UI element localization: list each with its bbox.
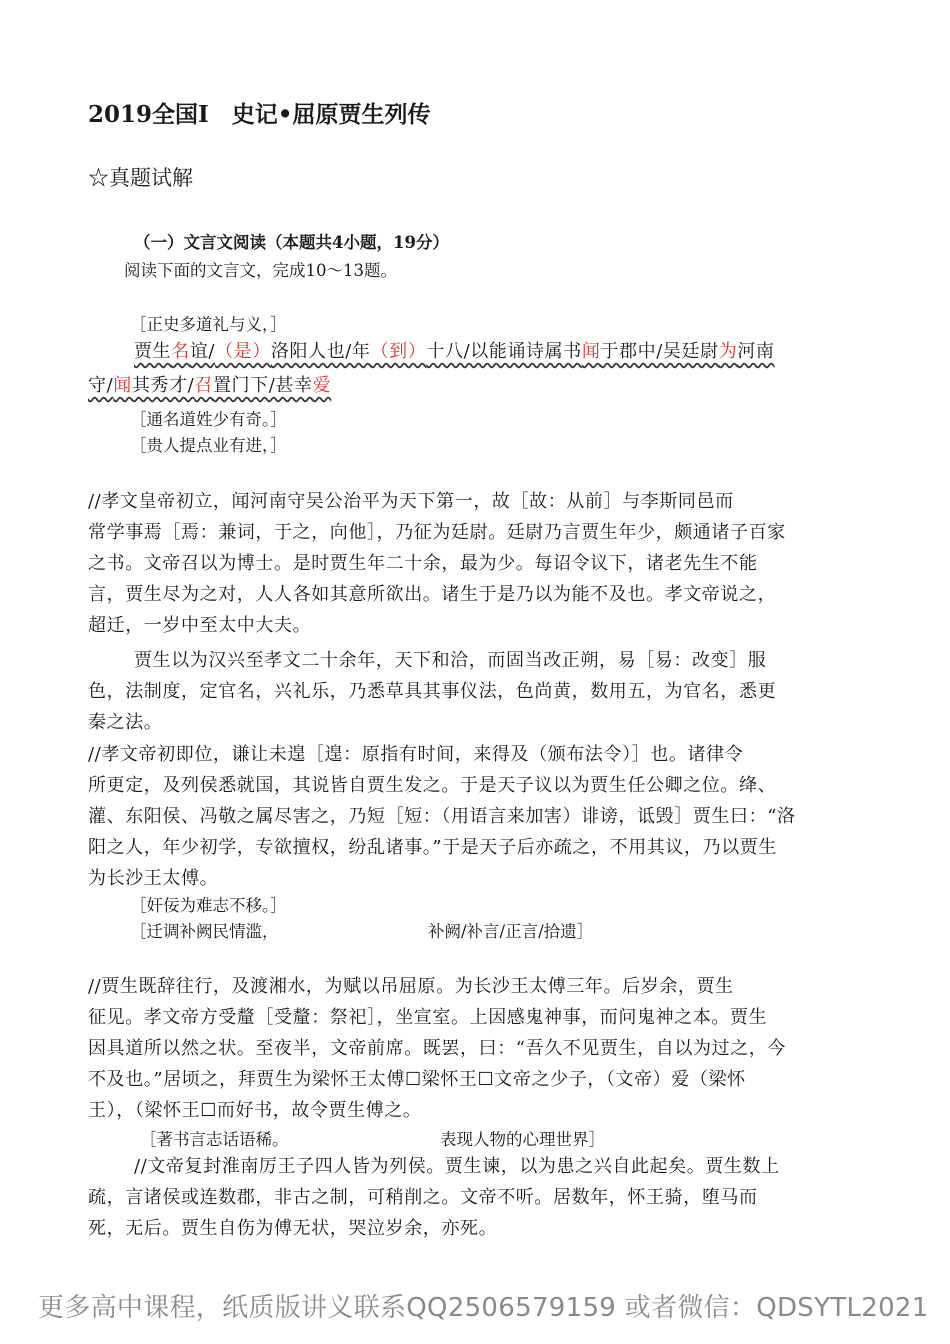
intro-keyword: 名	[171, 341, 190, 362]
intro-sentence	[88, 375, 331, 396]
intro-sentence	[134, 341, 775, 362]
body-line: 阳之人，年少初学，专欲擅权，纷乱诸事。”于是天子后亦疏之，不用其议，乃以贾生	[88, 837, 777, 858]
question-heading: （一）文言文阅读（本题共4小题，19分）	[134, 233, 449, 252]
body-line: 之书。文帝召以为博士。是时贾生年二十余，最为少。每诏令议下，诸老先生不能	[88, 553, 758, 574]
intro-keyword: 爱	[312, 375, 332, 396]
body-line: //贾生既辞往行，及渡湘水，为赋以吊屈原。为长沙王太傅三年。后岁余，贾生	[88, 976, 734, 997]
intro-keyword: （到）	[370, 341, 427, 362]
body-line: 为长沙王太傅。	[88, 868, 219, 889]
body-line: 超迁，一岁中至太中大夫。	[88, 615, 312, 636]
annotation-note: ［正史多道礼与义，］	[130, 315, 287, 334]
body-line: 言，贾生尽为之对，人人各如其意所欲出。诸生于是乃以为能不及也。孝文帝说之，	[88, 584, 777, 605]
body-line: //文帝复封淮南厉王子四人皆为列侯。贾生谏，以为患之兴自此起矣。贾生数上	[134, 1156, 780, 1177]
annotation-note: ［贵人提点业有进，］	[130, 436, 287, 455]
intro-keyword: 召	[194, 375, 213, 396]
intro-keyword: 闻	[113, 375, 132, 396]
intro-segment: 守/	[88, 375, 114, 396]
footer-watermark: 更多高中课程，纸质版讲义联系QQ2506579159 或者微信：QDSYTL2021	[38, 1293, 929, 1323]
intro-segment: 置门下/甚幸	[212, 375, 313, 396]
body-line: 色，法制度，定官名，兴礼乐，乃悉草具其事仪法，色尚黄，数用五，为官名，悉更	[88, 681, 777, 702]
body-line: 秦之法。	[88, 712, 163, 733]
body-line: 灌、东阳侯、冯敬之属尽害之，乃短［短：（用语言来加害）诽谤，诋毁］贾生曰：“洛	[88, 806, 796, 827]
annotation-note: ［奸佞为难志不移。］	[130, 896, 287, 915]
annotation-note: ［迁调补阙民情滥，	[130, 922, 279, 941]
annotation-note: ［通名道姓少有奇。］	[130, 410, 287, 429]
section-subtitle: ☆真题试解	[88, 166, 193, 190]
intro-segment: 谊/	[189, 341, 216, 362]
intro-segment: 河南	[737, 341, 775, 362]
intro-keyword: （是）	[215, 341, 271, 362]
body-line: //孝文皇帝初立，闻河南守吴公治平为天下第一，故［故：从前］与李斯同邑而	[88, 491, 734, 512]
body-line: 不及也。”居顷之，拜贾生为梁怀王太傅☐梁怀王☐文帝之少子，（文帝）爱（梁怀	[88, 1069, 746, 1090]
intro-segment: 贾生	[134, 341, 172, 362]
intro-line-2	[88, 371, 331, 397]
instruction: 阅读下面的文言文，完成10～13题。	[124, 261, 397, 280]
annotation-note: 补阙/补言/正言/拾遗］	[428, 922, 594, 941]
intro-keyword: 闻	[581, 341, 601, 362]
body-line: 贾生以为汉兴至孝文二十余年，天下和洽，而固当改正朔，易［易：改变］服	[134, 650, 767, 671]
intro-segment: 于郡中/吴廷尉	[600, 341, 719, 362]
body-line: 所更定，及列侯悉就国，其说皆自贾生发之。于是天子议以为贾生任公卿之位。绛、	[88, 775, 777, 796]
body-line: 征见。孝文帝方受釐［受釐：祭祀］，坐宣室。上因感鬼神事，而问鬼神之本。贾生	[88, 1007, 768, 1028]
body-line: 死，无后。贾生自伤为傅无状，哭泣岁余，亦死。	[88, 1218, 498, 1239]
body-line: //孝文帝初即位，谦让未遑［遑：原指有时间，来得及（颁布法令）］也。诸律令	[88, 744, 744, 765]
body-line: 因具道所以然之状。至夜半，文帝前席。既罢，曰：“吾久不见贾生，自以为过之，今	[88, 1038, 786, 1059]
intro-segment: 洛阳人也/年	[270, 341, 371, 362]
annotation-note: ［著书言志话语稀。	[140, 1130, 289, 1149]
intro-segment: 十八/以能诵诗属书	[426, 341, 582, 362]
annotation-note: 表现人物的心理世界］	[440, 1130, 605, 1149]
body-line: 常学事焉［焉：兼词，于之，向他］，乃征为廷尉。廷尉乃言贾生年少，颇通诸子百家	[88, 522, 786, 543]
intro-segment: 其秀才/	[131, 375, 195, 396]
body-line: 疏，言诸侯或连数郡，非古之制，可稍削之。文帝不听。居数年，怀王骑，堕马而	[88, 1187, 758, 1208]
body-line: 王），（梁怀王☐而好书，故令贾生傅之。	[88, 1100, 422, 1121]
intro-keyword: 为	[718, 341, 738, 362]
intro-line-1	[134, 337, 775, 363]
page-title: 2019全国I 史记•屈原贾生列传	[88, 101, 431, 128]
